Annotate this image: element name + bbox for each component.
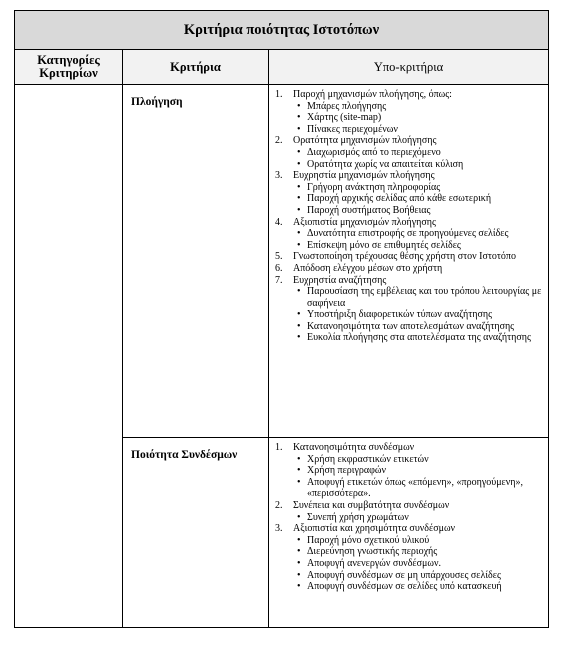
bullet-item: • Ευκολία πλοήγησης στα αποτελέσματα της αναζήτησης (293, 332, 544, 344)
item-text: Ορατότητα μηχανισμών πλοήγησης (293, 135, 437, 147)
bullet-item: • Υποστήριξη διαφορετικών τύπων αναζήτησης (293, 309, 544, 321)
subcriteria-list (275, 89, 544, 344)
item-number: 2. (275, 499, 283, 511)
bullet-list (293, 454, 544, 500)
bullet-item: • Παροχή συστήματος Βοήθειας (293, 205, 544, 217)
bullet-item: • Πίνακες περιεχομένων (293, 124, 544, 136)
list-item (275, 217, 544, 252)
list-item (275, 135, 544, 170)
bullet-list (293, 147, 544, 170)
bullet-list (293, 101, 544, 136)
list-item (275, 263, 544, 275)
bullet-item: • Δυνατότητα επιστροφής σε προηγούμενες σελίδες (293, 228, 544, 240)
item-number: 5. (275, 251, 283, 263)
item-text: Συνέπεια και συμβατότητα συνδέσμων (293, 499, 450, 511)
category-cell (15, 85, 123, 628)
list-item (275, 89, 544, 135)
bullet-item: • Ορατότητα χωρίς να απαιτείται κύλιση (293, 159, 544, 171)
bullet-list (293, 182, 544, 217)
list-item (275, 275, 544, 345)
bullet-list (293, 228, 544, 251)
list-item (275, 442, 544, 500)
bullet-item: • Αποφυγή ανενεργών συνδέσμων. (293, 558, 544, 570)
criterion-navigation: Πλοήγηση (123, 85, 269, 438)
bullet-item: • Επίσκεψη μόνο σε επιθυμητές σελίδες (293, 240, 544, 252)
bullet-item: • Χρήση περιγραφών (293, 465, 544, 477)
bullet-item: • Διερεύνηση γνωστικής περιοχής (293, 546, 544, 558)
list-item (275, 170, 544, 216)
bullet-item: • Χάρτης (site-map) (293, 112, 544, 124)
list-item (275, 523, 544, 593)
item-text: Ευχρηστία μηχανισμών πλοήγησης (293, 170, 435, 182)
header-criteria: Κριτήρια (123, 50, 269, 85)
header-category: Κατηγορίες Κριτηρίων (15, 50, 123, 85)
bullet-item: • Αποφυγή συνδέσμων σε σελίδες υπό κατασκευή (293, 581, 544, 593)
item-number: 6. (275, 262, 283, 274)
item-text: Κατανοησιμότητα συνδέσμων (293, 442, 415, 453)
bullet-item: • Παρουσίαση της εμβέλειας και του τρόπου λειτουργίας με σαφήνεια (293, 286, 544, 309)
list-item (275, 500, 544, 523)
item-number: 7. (275, 274, 283, 286)
item-text: Αξιοπιστία μηχανισμών πλοήγησης (293, 216, 436, 228)
item-number: 2. (275, 135, 283, 147)
subcriteria-cell (269, 438, 549, 628)
bullet-item: • Γρήγορη ανάκτηση πληροφορίας (293, 182, 544, 194)
subcriteria-list (275, 442, 544, 593)
criteria-table (14, 10, 549, 628)
header-subcriteria: Υπο-κριτήρια (269, 50, 549, 85)
bullet-item: • Παροχή αρχικής σελίδας από κάθε εσωτερική (293, 193, 544, 205)
bullet-item: • Χρήση εκφραστικών ετικετών (293, 454, 544, 466)
item-number: 1. (275, 442, 283, 453)
bullet-item: • Μπάρες πλοήγησης (293, 101, 544, 113)
bullet-item: • Συνεπή χρήση χρωμάτων (293, 512, 544, 524)
bullet-item: • Διαχωρισμός από το περιεχόμενο (293, 147, 544, 159)
item-number: 4. (275, 216, 283, 228)
header-row (15, 50, 549, 85)
bullet-item: • Παροχή μόνο σχετικού υλικού (293, 535, 544, 547)
item-number: 1. (275, 89, 283, 100)
list-item (275, 251, 544, 263)
bullet-item: • Αποφυγή ετικετών όπως «επόμενη», «προηγούμενη», «περισσότερα». (293, 477, 544, 500)
item-text: Γνωστοποίηση τρέχουσας θέσης χρήστη στον Ιστοτόπο (293, 251, 516, 263)
item-text: Ευχρηστία αναζήτησης (293, 274, 387, 286)
bullet-list (293, 286, 544, 344)
table-row (15, 85, 549, 438)
bullet-item: • Αποφυγή συνδέσμων σε μη υπάρχουσες σελίδες (293, 570, 544, 582)
item-text: Παροχή μηχανισμών πλοήγησης, όπως: (293, 89, 452, 100)
bullet-list (293, 535, 544, 593)
item-number: 3. (275, 170, 283, 182)
bullet-item: • Κατανοησιμότητα των αποτελεσμάτων αναζήτησης (293, 321, 544, 333)
subcriteria-cell (269, 85, 549, 438)
item-number: 3. (275, 523, 283, 535)
criterion-link-quality: Ποιότητα Συνδέσμων (123, 438, 269, 628)
table-title: Κριτήρια ποιότητας Ιστοτόπων (15, 11, 549, 50)
bullet-list (293, 512, 544, 524)
item-text: Αξιοπιστία και χρησιμότητα συνδέσμων (293, 523, 456, 535)
item-text: Απόδοση ελέγχου μέσων στο χρήστη (293, 262, 443, 274)
